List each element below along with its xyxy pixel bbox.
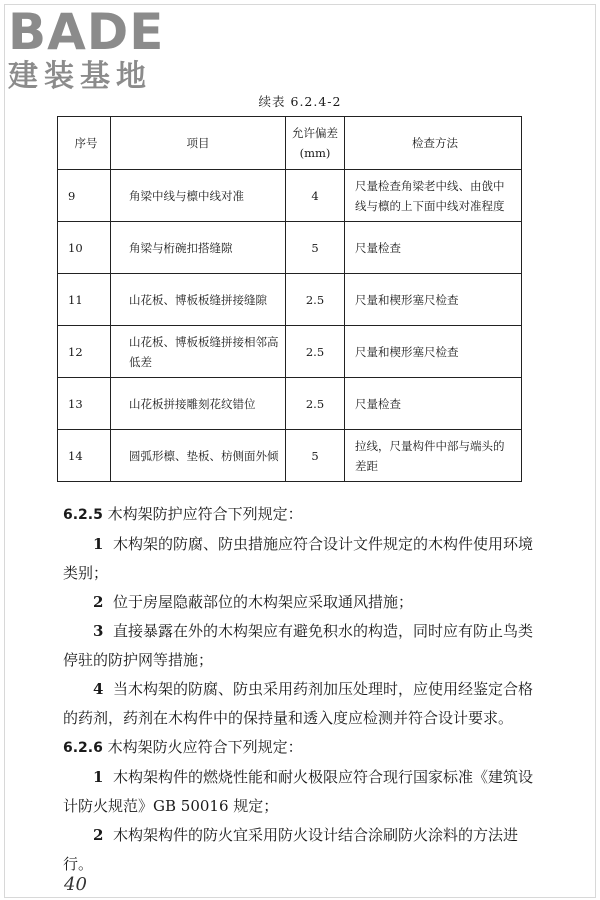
cell-no: 12 [58, 326, 111, 378]
clause-number: 6.2.6 [63, 740, 103, 756]
cell-deviation: 2.5 [286, 326, 345, 378]
logo-text-en: BADE [8, 3, 165, 61]
cell-no: 13 [58, 378, 111, 430]
cell-deviation: 2.5 [286, 378, 345, 430]
cell-no: 11 [58, 274, 111, 326]
clause-title: 木构架防护应符合下列规定： [107, 505, 303, 523]
cell-deviation: 4 [286, 170, 345, 222]
table-title: 续表 6.2.4-2 [258, 94, 342, 109]
clause-heading-626 [63, 733, 533, 763]
cell-item: 山花板、博板板缝拼接相邻高低差 [111, 326, 286, 378]
clause-item: 4 当木构架的防腐、防虫采用药剂加压处理时，应使用经鉴定合格的药剂，药剂在木构件中的保持量和透入度应检测并符合设计要求。 [63, 680, 533, 727]
brand-logo [8, 3, 165, 94]
table-row [58, 326, 522, 378]
table-row [58, 274, 522, 326]
inspection-table [57, 116, 522, 482]
clause-item: 1 木构架构件的燃烧性能和耐火极限应符合现行国家标准《建筑设计防火规范》GB 50016 规定； [63, 768, 533, 815]
clause-item: 3 直接暴露在外的木构架应有避免积水的构造，同时应有防止鸟类停驻的防护网等措施； [63, 622, 533, 669]
cell-method: 尺量和楔形塞尺检查 [345, 274, 522, 326]
cell-no: 14 [58, 430, 111, 482]
cell-deviation: 5 [286, 430, 345, 482]
cell-item: 圆弧形檩、垫板、枋侧面外倾 [111, 430, 286, 482]
cell-item: 山花板拼接雕刻花纹错位 [111, 378, 286, 430]
cell-item: 山花板、博板板缝拼接缝隙 [111, 274, 286, 326]
clause-number: 6.2.5 [63, 507, 103, 523]
logo-text-cn: 建装基地 [8, 59, 152, 94]
table-row [58, 430, 522, 482]
table-header-row [58, 117, 522, 170]
cell-item: 角梁中线与檩中线对准 [111, 170, 286, 222]
cell-no: 10 [58, 222, 111, 274]
clause-item: 2 位于房屋隐蔽部位的木构架应采取通风措施； [93, 593, 413, 611]
cell-deviation: 5 [286, 222, 345, 274]
cell-no: 9 [58, 170, 111, 222]
cell-deviation: 2.5 [286, 274, 345, 326]
header-method: 检查方法 [345, 117, 522, 170]
table-row [58, 378, 522, 430]
cell-method: 尺量检查 [345, 222, 522, 274]
clause-item: 1 木构架的防腐、防虫措施应符合设计文件规定的木构件使用环境类别； [63, 535, 533, 582]
clause-heading-625 [63, 500, 533, 530]
cell-item: 角梁与桁碗扣搭缝隙 [111, 222, 286, 274]
header-deviation-label: 允许偏差 [292, 126, 338, 140]
header-deviation: 允许偏差 (mm) [286, 117, 345, 170]
clause-title: 木构架防火应符合下列规定： [107, 738, 303, 756]
clause-item: 2 木构架构件的防火宜采用防火设计结合涂刷防火涂料的方法进行。 [63, 826, 518, 873]
cell-method: 尺量检查 [345, 378, 522, 430]
cell-method: 拉线，尺量构件中部与端头的差距 [345, 430, 522, 482]
header-item: 项目 [111, 117, 286, 170]
cell-method: 尺量和楔形塞尺检查 [345, 326, 522, 378]
header-no: 序号 [58, 117, 111, 170]
cell-method: 尺量检查角梁老中线、由戗中线与檩的上下面中线对准程度 [345, 170, 522, 222]
page-number: 40 [64, 874, 87, 895]
table-row [58, 222, 522, 274]
clauses-body [63, 500, 533, 879]
table-row [58, 170, 522, 222]
